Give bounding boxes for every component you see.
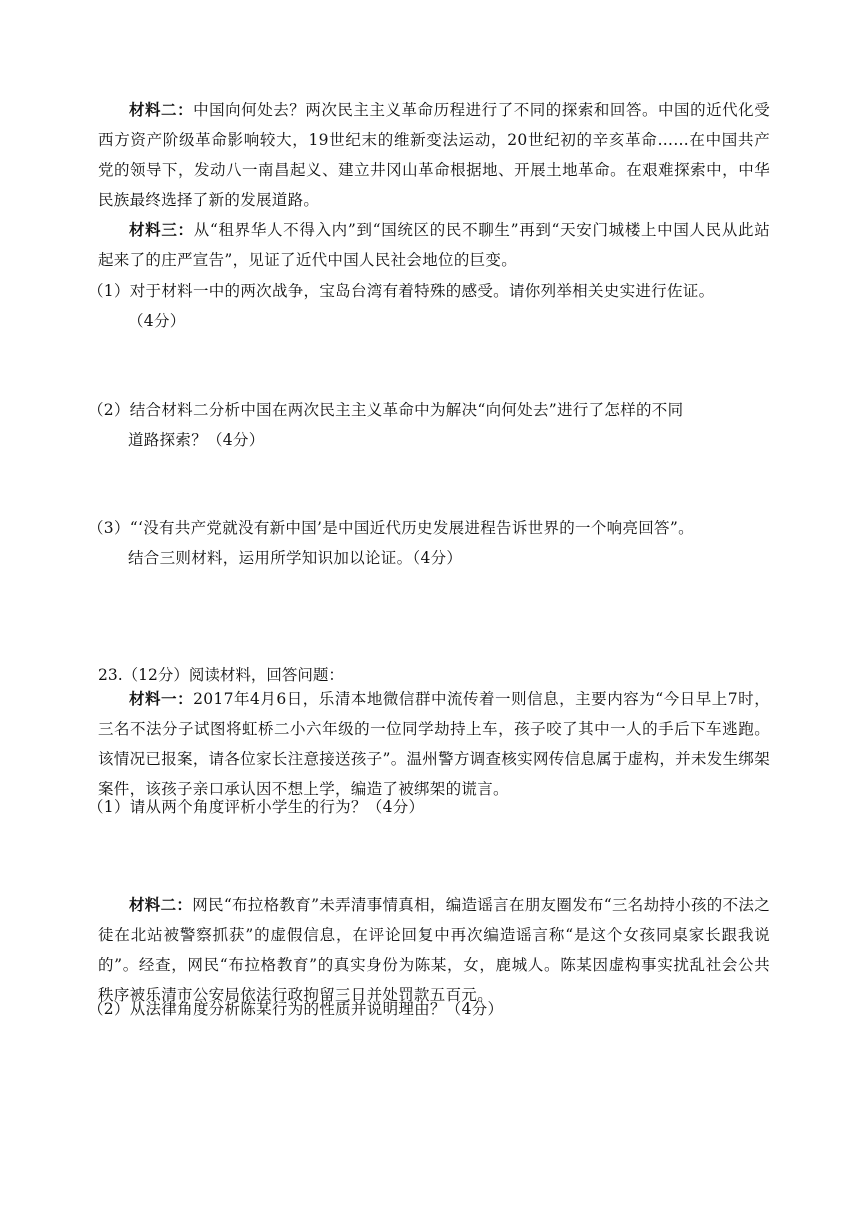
- question-22-2-line1: （2）结合材料二分析中国在两次民主主义革命中为解决“向何处去”进行了怎样的不同: [88, 401, 684, 419]
- q23-material-2-label: 材料二：: [129, 895, 193, 914]
- q23-material-2-paragraph: [98, 890, 770, 1010]
- question-22-3-line1: （3）“‘没有共产党就没有新中国’是中国近代历史发展进程告诉世界的一个响亮回答”。: [88, 519, 694, 537]
- question-23-title: 23.（12分）阅读材料，回答问题：: [98, 666, 344, 684]
- material-2-paragraph: [98, 95, 770, 215]
- material-3-label: 材料三：: [129, 220, 194, 239]
- question-22-2-line2: 道路探索？（4分）: [128, 431, 265, 449]
- q23-material-2-text: 网民“布拉格教育”未弄清事情真相，编造谣言在朋友圈发布“三名劫持小孩的不法之徒在北站被警察抓获”的虚假信息，在评论回复中再次编造谣言称“是这个女孩同桌家长跟我说的”。经查，网民“布拉格教育”的真实身份为陈某，女，鹿城人。陈某因虚构事实扰乱社会公共秩序被乐清市公安局依法行政拘留三日并处罚款五百元。: [98, 896, 770, 1004]
- question-23-2: （2）从法律角度分析陈某行为的性质并说明理由？（4分）: [88, 1000, 504, 1018]
- question-22-1-line2: （4分）: [128, 312, 186, 330]
- q23-material-1-paragraph: [98, 684, 770, 804]
- material-2-label: 材料二：: [129, 100, 194, 119]
- q23-material-1-text: 2017年4月6日，乐清本地微信群中流传着一则信息，主要内容为“今日早上7时，三名不法分子试图将虹桥二小六年级的一位同学劫持上车，孩子咬了其中一人的手后下车逃跑。该情况已报案，请各位家长注意接送孩子”。温州警方调查核实网传信息属于虚构，并未发生绑架案件，该孩子亲口承认因不想上学，编造了被绑架的谎言。: [98, 690, 770, 798]
- question-22-2: [88, 395, 768, 455]
- question-23-1: （1）请从两个角度评析小学生的行为？（4分）: [88, 798, 425, 816]
- material-3-text: 从“租界华人不得入内”到“国统区的民不聊生”再到“天安门城楼上中国人民从此站起来了的庄严宣告”，见证了近代中国人民社会地位的巨变。: [98, 221, 771, 269]
- material-2-text: 中国向何处去？两次民主主义革命历程进行了不同的探索和回答。中国的近代化受西方资产阶级革命影响较大，19世纪末的维新变法运动，20世纪初的辛亥革命……在中国共产党的领导下，发动八一南昌起义、建立井冈山革命根据地、开展土地革命。在艰难探索中，中华民族最终选择了新的发展道路。: [98, 101, 770, 209]
- q23-material-1-label: 材料一：: [129, 689, 194, 708]
- material-3-paragraph: [98, 215, 770, 275]
- question-22-3: [88, 513, 768, 573]
- question-22-1-line1: （1）对于材料一中的两次战争，宝岛台湾有着特殊的感受。请你列举相关史实进行佐证。: [88, 282, 715, 300]
- question-22-3-line2: 结合三则材料，运用所学知识加以论证。（4分）: [128, 549, 463, 567]
- question-22-1: [88, 276, 768, 336]
